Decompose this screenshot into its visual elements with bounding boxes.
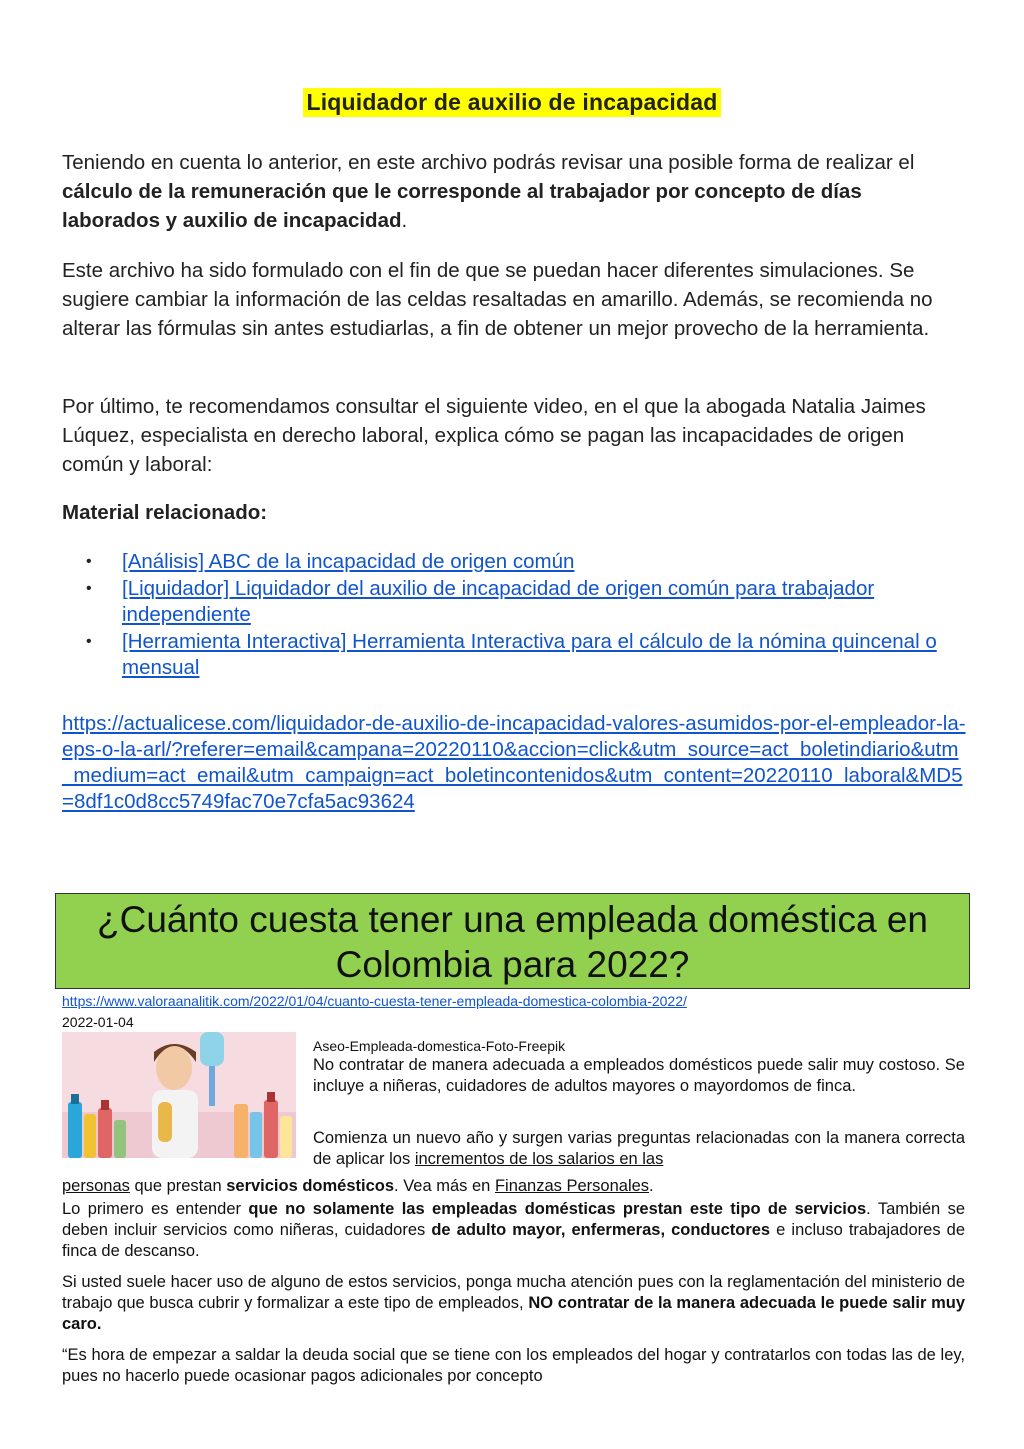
para3-bold-1: que no solamente las empleadas domésticas prestan este tipo de servicios	[248, 1200, 867, 1218]
intro-p1-start: Teniendo en cuenta lo anterior, en este archivo podrás revisar una posible forma de realizar el	[62, 151, 915, 174]
article-headline-box	[55, 893, 970, 989]
related-link-1[interactable]: [Análisis] ABC de la incapacidad de origen común	[122, 550, 575, 573]
article-headline: ¿Cuánto cuesta tener una empleada doméstica en Colombia para 2022?	[97, 899, 928, 985]
incrementos-link[interactable]: incrementos de los salarios en las	[414, 1150, 664, 1168]
article-paragraph-3	[62, 1199, 965, 1262]
cleaning-woman-illustration	[62, 1032, 296, 1158]
article-source-link[interactable]: https://www.valoraanalitik.com/2022/01/04/cuanto-cuesta-tener-empleada-domestica-colombia-2022/	[62, 993, 687, 1009]
para4-text: Si usted suele hacer uso de alguno de estos servicios, ponga mucha atención pues con la reglamentación del ministerio de trabajo que busca cubrir y formalizar a este tipo de empleados,	[62, 1273, 965, 1312]
related-list	[62, 549, 962, 682]
intro-paragraph-1	[62, 148, 962, 235]
bullet-icon: •	[86, 580, 92, 597]
para3-bold-2: de adulto mayor, enfermeras, conductores	[431, 1221, 771, 1239]
bullet-icon: •	[86, 553, 92, 570]
related-link-3[interactable]: [Herramienta Interactiva] Herramienta Interactiva para el cálculo de la nómina quincenal o mensual	[122, 630, 937, 679]
article-paragraph-1: No contratar de manera adecuada a empleados domésticos puede salir muy costoso. Se incluye a niñeras, cuidadores de adultos mayores o mayordomos de finca.	[313, 1056, 965, 1095]
list-item	[62, 549, 962, 575]
title-container	[0, 88, 1024, 117]
para2-text-c: . Vea más en	[394, 1177, 495, 1195]
finanzas-personales-link[interactable]: Finanzas Personales	[494, 1177, 650, 1195]
related-heading: Material relacionado:	[62, 501, 268, 524]
para2-text-a: Comienza un nuevo año y surgen varias preguntas relacionadas con la manera correcta de aplicar los	[313, 1129, 965, 1168]
para2-bold: servicios domésticos	[226, 1177, 395, 1195]
image-caption: Aseo-Empleada-domestica-Foto-Freepik	[313, 1038, 566, 1054]
article-paragraph-4	[62, 1272, 965, 1335]
bullet-icon: •	[86, 633, 92, 650]
article-paragraph-5: “Es hora de empezar a saldar la deuda social que se tiene con los empleados del hogar y contratarlos con todas las de ley, pues no hacerlo puede ocasionar pagos adicionales por concepto	[62, 1346, 965, 1385]
para3-text-c: e incluso trabajadores de finca de descanso.	[62, 1221, 965, 1260]
article-photo	[62, 1032, 296, 1158]
intro-paragraph-3: Por último, te recomendamos consultar el siguiente video, en el que la abogada Natalia Jaimes Lúquez, especialista en derecho laboral, explica cómo se pagan las incapacidades de origen común y laboral:	[62, 395, 926, 476]
source-url-link[interactable]: https://actualicese.com/liquidador-de-auxilio-de-incapacidad-valores-asumidos-por-el-empleador-la-eps-o-la-arl/?referer=email&campana=20220110&accion=click&utm_source=act_boletindiario&utm_medium=act_email&utm_campaign=act_boletincontenidos&utm_content=20220110_laboral&MD5=8df1c0d8cc5749fac70e7cfa5ac93624	[62, 712, 966, 813]
article-date: 2022-01-04	[62, 1014, 134, 1030]
para3-text-a: Lo primero es entender	[62, 1200, 249, 1218]
intro-p1-bold: cálculo de la remuneración que le corresponde al trabajador por concepto de días laborados y auxilio de incapacidad	[62, 180, 862, 232]
para2-text-d: .	[649, 1177, 654, 1195]
list-item	[62, 576, 962, 628]
para4-bold: NO contratar de la manera adecuada le puede salir muy caro.	[62, 1294, 965, 1333]
intro-paragraph-2: Este archivo ha sido formulado con el fin de que se puedan hacer diferentes simulaciones. Se sugiere cambiar la información de las celdas resaltadas en amarillo. Además, se recomienda no alterar las fórmulas sin antes estudiarlas, a fin de obtener un mejor provecho de la herramienta.	[62, 259, 933, 340]
related-link-2[interactable]: [Liquidador] Liquidador del auxilio de incapacidad de origen común para trabajador independiente	[122, 577, 875, 626]
article-paragraph-2	[313, 1128, 965, 1170]
para3-text-b: . También se deben incluir servicios como niñeras, cuidadores	[62, 1200, 966, 1239]
intro-p1-end: .	[401, 209, 408, 232]
incrementos-link-continued[interactable]: personas	[62, 1177, 130, 1195]
list-item	[62, 629, 962, 681]
document-title: Liquidador de auxilio de incapacidad	[303, 88, 720, 117]
article-paragraph-2-continued	[62, 1176, 965, 1197]
para2-text-b: que prestan	[129, 1177, 227, 1195]
